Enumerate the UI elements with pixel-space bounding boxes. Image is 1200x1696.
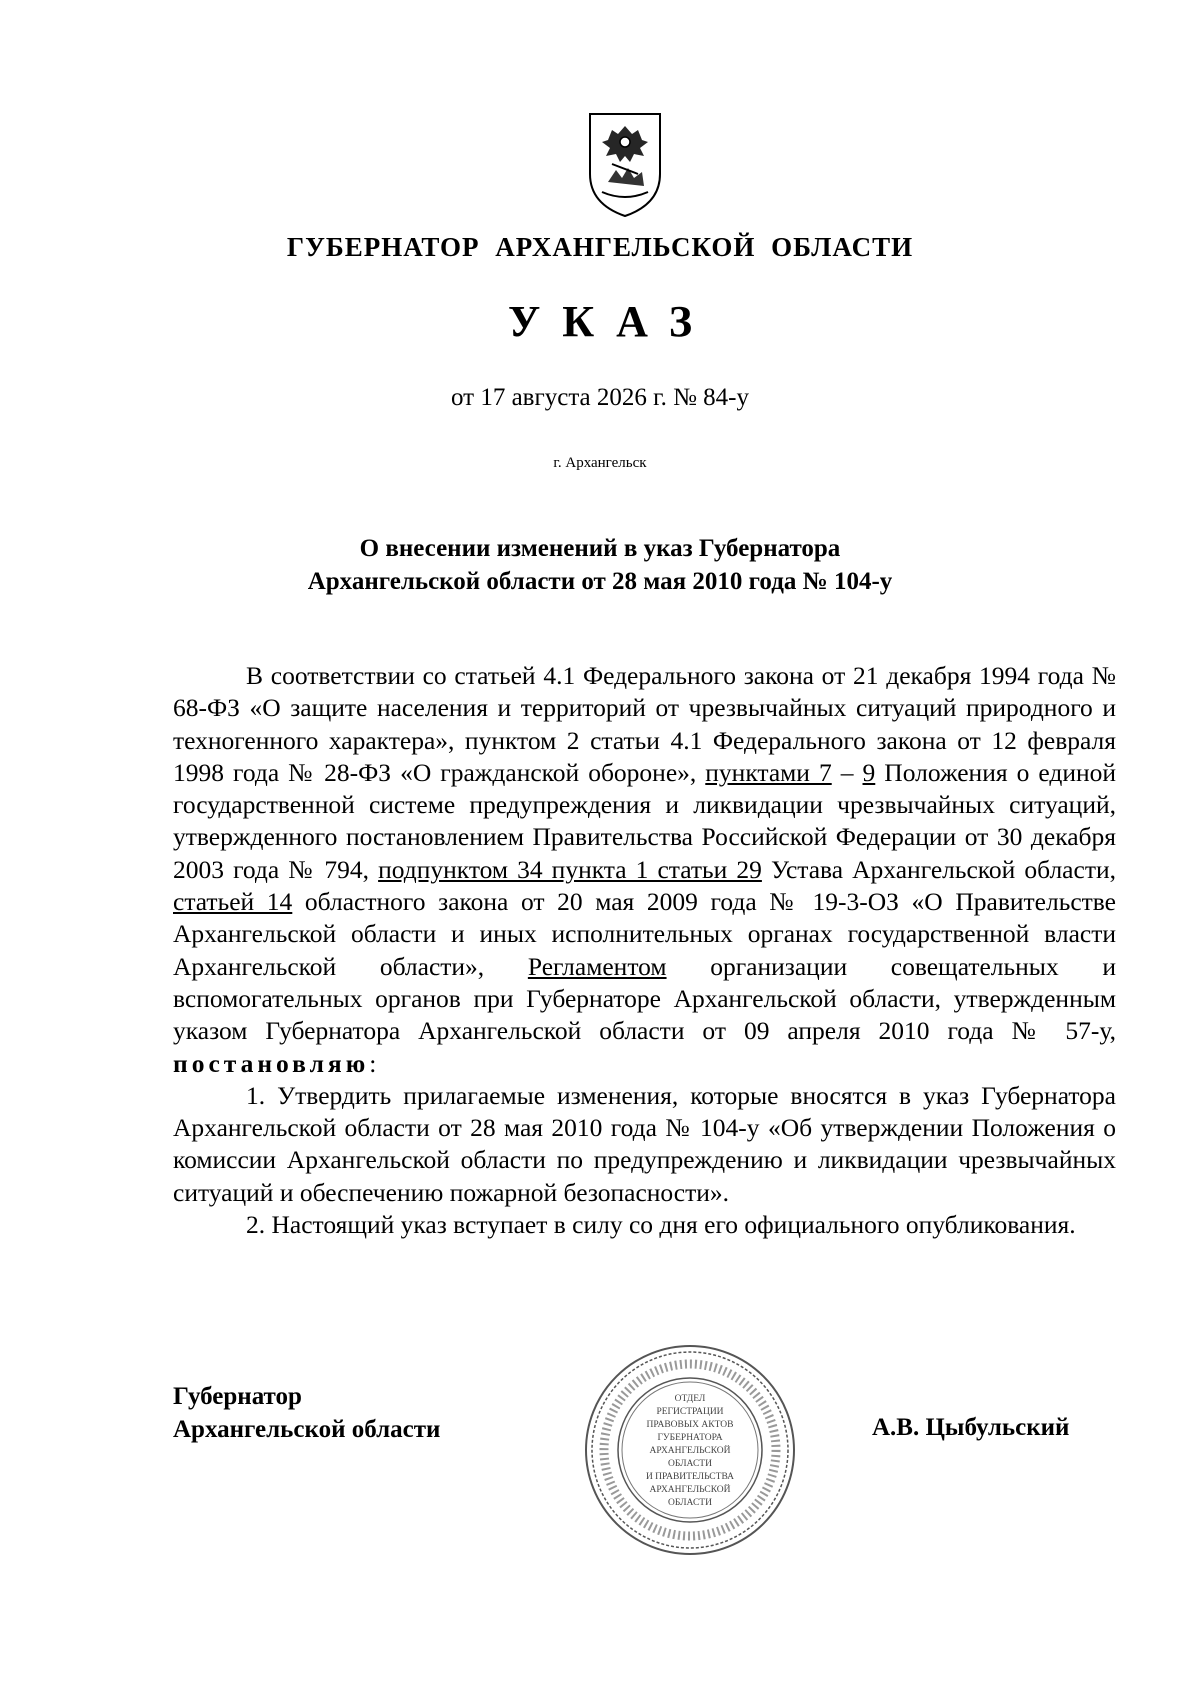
seal-text-line: ОБЛАСТИ bbox=[668, 1498, 712, 1508]
decree-word: постановляю bbox=[173, 1048, 370, 1078]
clause-2: 2. Настоящий указ вступает в силу со дня его официального опубликования. bbox=[246, 1210, 1076, 1240]
link-points-7[interactable]: пунктами 7 bbox=[705, 757, 832, 787]
seal-text-line: АРХАНГЕЛЬСКОЙ bbox=[649, 1485, 731, 1495]
coat-of-arms-icon bbox=[588, 112, 662, 218]
link-regulation[interactable]: Регламентом bbox=[527, 951, 667, 981]
preamble-text: В соответствии со статьей 4.1 Федерального закона от 21 декабря 1994 года № 68-ФЗ «О защите населения и территорий от чрезвычайных ситуаций природного и техногенного характера», пунктом 2 статьи 4.1 Федерального закона от 12 февраля 1998 года № 28-ФЗ «О гражданской обороне», bbox=[173, 661, 1116, 787]
subject-line-1: О внесении изменений в указ Губернатора bbox=[359, 535, 841, 562]
document-place: г. Архангельск bbox=[553, 455, 647, 471]
signatory-title-line-1: Губернатор bbox=[173, 1383, 302, 1410]
preamble-text: областного закона от 20 мая 2009 года № 19-3-ОЗ «О Правительстве Архангельской области и иных исполнительных органах государственной власти Архангельской области», bbox=[173, 887, 1116, 981]
link-article-14[interactable]: статьей 14 bbox=[173, 887, 293, 917]
document-subject bbox=[0, 532, 1200, 598]
preamble-text: Положения о единой государственной системе предупреждения и ликвидации чрезвычайных ситуаций, утвержденного постановлением Правительства Российской Федерации от 30 декабря 2003 года № 794, bbox=[173, 757, 1117, 884]
subject-line-2: Архангельской области от 28 мая 2010 года № 104-у bbox=[307, 568, 893, 595]
preamble-text: : bbox=[369, 1048, 377, 1078]
preamble-text: организации совещательных и вспомогательных органов при Губернаторе Архангельской области, утвержденным указом Губернатора Архангельской области от 09 апреля 2010 года № 57-у, bbox=[173, 951, 1117, 1046]
seal-text-line: И ПРАВИТЕЛЬСТВА bbox=[645, 1472, 735, 1482]
clause-1: 1. Утвердить прилагаемые изменения, которые вносятся в указ Губернатора Архангельской области от 28 мая 2010 года № 104-у «Об утверждении Положения о комиссии Архангельской области по предупреждению и ликвидации чрезвычайных ситуаций и обеспечению пожарной безопасности». bbox=[173, 1080, 1116, 1207]
signatory-name: А.В. Цыбульский bbox=[872, 1414, 1070, 1441]
document-type: УКАЗ bbox=[507, 297, 715, 346]
seal-text-line: РЕГИСТРАЦИИ bbox=[656, 1407, 724, 1417]
official-seal-icon bbox=[580, 1340, 800, 1560]
link-charter-article-29[interactable]: подпунктом 34 пункта 1 статьи 29 bbox=[378, 854, 762, 884]
document-body bbox=[173, 660, 1116, 1241]
signatory-title-line-2: Архангельской области bbox=[173, 1416, 441, 1443]
issuer-heading: ГУБЕРНАТОР АРХАНГЕЛЬСКОЙ ОБЛАСТИ bbox=[286, 232, 914, 262]
signatory-title bbox=[173, 1380, 440, 1446]
seal-text-line: АРХАНГЕЛЬСКОЙ bbox=[649, 1446, 731, 1456]
document-date-number: от 17 августа 2026 г. № 84-у bbox=[450, 384, 750, 411]
seal-text-line: ОТДЕЛ bbox=[674, 1394, 706, 1404]
link-point-9[interactable]: 9 bbox=[862, 757, 876, 787]
preamble-text: – bbox=[831, 757, 863, 787]
preamble-text: Устава Архангельской области, bbox=[761, 854, 1116, 884]
seal-text-line: ГУБЕРНАТОРА bbox=[657, 1433, 723, 1443]
seal-text-line: ПРАВОВЫХ АКТОВ bbox=[646, 1420, 734, 1430]
seal-text-line: ОБЛАСТИ bbox=[668, 1459, 712, 1469]
preamble-paragraph bbox=[173, 660, 1116, 1080]
